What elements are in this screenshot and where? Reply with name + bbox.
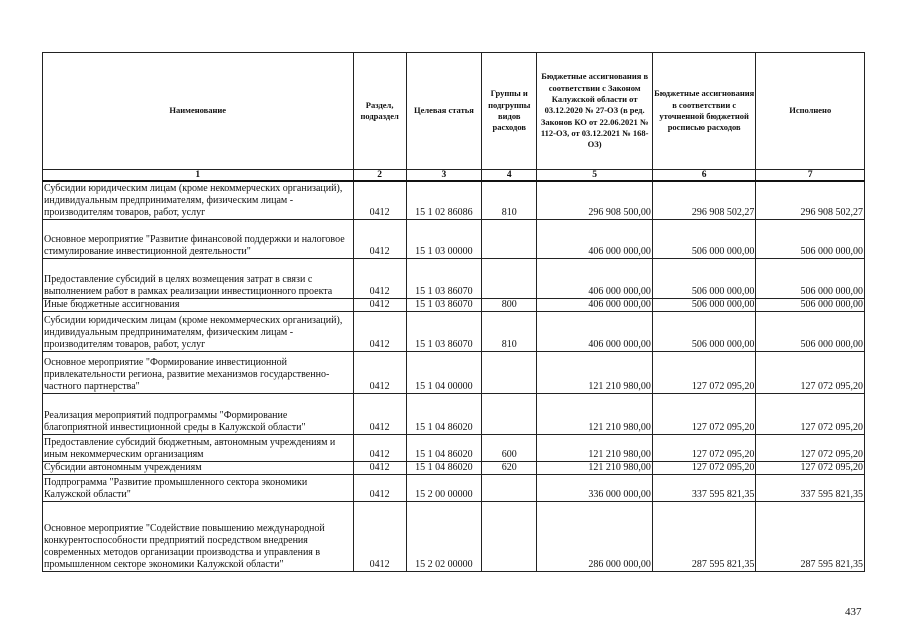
table-row: [43, 298, 865, 311]
header-law-allocations: Бюджетные ассигнования в соответствии с Законом Калужской области от 03.12.2020 № 27-ОЗ (в ред. Законов КО от 22.06.2021 № 112-ОЗ, от 03.12.2021 № 168-ОЗ): [537, 53, 653, 170]
row-target-article: 15 1 03 86070: [406, 298, 481, 311]
row-law-allocation: 406 000 000,00: [537, 219, 653, 258]
row-executed: 337 595 821,35: [756, 474, 865, 501]
row-section: 0412: [353, 258, 406, 298]
row-refined-allocation: 506 000 000,00: [652, 258, 756, 298]
column-number: 4: [482, 170, 537, 182]
row-name: Предоставление субсидий бюджетным, автономным учреждениям и иным некоммерческим организациям: [43, 434, 354, 461]
row-law-allocation: 121 210 980,00: [537, 461, 653, 474]
row-law-allocation: 406 000 000,00: [537, 258, 653, 298]
row-executed: 287 595 821,35: [756, 501, 865, 571]
table-row: [43, 393, 865, 434]
row-law-allocation: 406 000 000,00: [537, 311, 653, 351]
row-executed: 506 000 000,00: [756, 311, 865, 351]
row-name: Основное мероприятие "Формирование инвестиционной привлекательности региона, развитие механизмов государственно-частного партнерства": [43, 351, 354, 393]
row-name: Основное мероприятие "Развитие финансовой поддержки и налоговое стимулирование инвестиционной деятельности": [43, 219, 354, 258]
header-target-article: Целевая статья: [406, 53, 481, 170]
row-target-article: 15 2 02 00000: [406, 501, 481, 571]
row-law-allocation: 296 908 500,00: [537, 181, 653, 219]
row-executed: 127 072 095,20: [756, 393, 865, 434]
row-executed: 127 072 095,20: [756, 351, 865, 393]
table-row: [43, 219, 865, 258]
row-expense-group: [482, 351, 537, 393]
header-row: [43, 53, 865, 170]
row-target-article: 15 1 04 86020: [406, 434, 481, 461]
row-executed: 127 072 095,20: [756, 434, 865, 461]
budget-table: [42, 52, 865, 572]
row-law-allocation: 286 000 000,00: [537, 501, 653, 571]
column-number: 1: [43, 170, 354, 182]
row-target-article: 15 2 00 00000: [406, 474, 481, 501]
row-refined-allocation: 127 072 095,20: [652, 393, 756, 434]
table-row: [43, 311, 865, 351]
row-name: Иные бюджетные ассигнования: [43, 298, 354, 311]
row-refined-allocation: 506 000 000,00: [652, 298, 756, 311]
row-refined-allocation: 127 072 095,20: [652, 351, 756, 393]
row-law-allocation: 121 210 980,00: [537, 393, 653, 434]
row-refined-allocation: 506 000 000,00: [652, 219, 756, 258]
row-refined-allocation: 287 595 821,35: [652, 501, 756, 571]
row-section: 0412: [353, 461, 406, 474]
row-law-allocation: 121 210 980,00: [537, 351, 653, 393]
row-section: 0412: [353, 351, 406, 393]
table-row: [43, 351, 865, 393]
row-section: 0412: [353, 474, 406, 501]
column-number: 6: [652, 170, 756, 182]
row-expense-group: 600: [482, 434, 537, 461]
row-section: 0412: [353, 434, 406, 461]
row-executed: 506 000 000,00: [756, 219, 865, 258]
row-refined-allocation: 127 072 095,20: [652, 461, 756, 474]
page-number: 437: [845, 606, 862, 618]
table-row: [43, 181, 865, 219]
header-name: Наименование: [43, 53, 354, 170]
row-section: 0412: [353, 311, 406, 351]
row-target-article: 15 1 03 86070: [406, 311, 481, 351]
row-section: 0412: [353, 219, 406, 258]
row-executed: 506 000 000,00: [756, 298, 865, 311]
column-number-row: [43, 170, 865, 182]
row-expense-group: [482, 474, 537, 501]
row-expense-group: 620: [482, 461, 537, 474]
header-section: Раздел, подраздел: [353, 53, 406, 170]
column-number: 7: [756, 170, 865, 182]
row-refined-allocation: 127 072 095,20: [652, 434, 756, 461]
row-refined-allocation: 337 595 821,35: [652, 474, 756, 501]
row-target-article: 15 1 02 86086: [406, 181, 481, 219]
row-expense-group: [482, 258, 537, 298]
header-expense-groups: Группы и подгруппы видов расходов: [482, 53, 537, 170]
row-law-allocation: 336 000 000,00: [537, 474, 653, 501]
row-expense-group: 810: [482, 311, 537, 351]
row-name: Основное мероприятие "Содействие повышению международной конкурентоспособности предприятий посредством внедрения современных методов организации производства и управления в промышленном секторе экономики Калужской области": [43, 501, 354, 571]
row-expense-group: [482, 501, 537, 571]
row-expense-group: 810: [482, 181, 537, 219]
column-number: 2: [353, 170, 406, 182]
row-name: Субсидии автономным учреждениям: [43, 461, 354, 474]
row-target-article: 15 1 03 86070: [406, 258, 481, 298]
row-name: Предоставление субсидий в целях возмещения затрат в связи с выполнением работ в рамках реализации инвестиционного проекта: [43, 258, 354, 298]
row-section: 0412: [353, 181, 406, 219]
row-name: Подпрограмма "Развитие промышленного сектора экономики Калужской области": [43, 474, 354, 501]
table-row: [43, 258, 865, 298]
row-law-allocation: 406 000 000,00: [537, 298, 653, 311]
row-name: Реализация мероприятий подпрограммы "Формирование благоприятной инвестиционной среды в Калужской области": [43, 393, 354, 434]
row-refined-allocation: 296 908 502,27: [652, 181, 756, 219]
row-executed: 127 072 095,20: [756, 461, 865, 474]
row-target-article: 15 1 04 86020: [406, 461, 481, 474]
row-executed: 296 908 502,27: [756, 181, 865, 219]
column-number: 3: [406, 170, 481, 182]
row-section: 0412: [353, 501, 406, 571]
column-number: 5: [537, 170, 653, 182]
table-row: [43, 501, 865, 571]
row-law-allocation: 121 210 980,00: [537, 434, 653, 461]
row-section: 0412: [353, 298, 406, 311]
row-name: Субсидии юридическим лицам (кроме некоммерческих организаций), индивидуальным предпринимателям, физическим лицам - производителям товаров, работ, услуг: [43, 311, 354, 351]
row-expense-group: [482, 219, 537, 258]
table-row: [43, 434, 865, 461]
header-executed: Исполнено: [756, 53, 865, 170]
row-name: Субсидии юридическим лицам (кроме некоммерческих организаций), индивидуальным предпринимателям, физическим лицам - производителям товаров, работ, услуг: [43, 181, 354, 219]
header-refined-allocations: Бюджетные ассигнования в соответствии с уточненной бюджетной росписью расходов: [652, 53, 756, 170]
row-target-article: 15 1 04 00000: [406, 351, 481, 393]
table-row: [43, 461, 865, 474]
row-expense-group: [482, 393, 537, 434]
table-row: [43, 474, 865, 501]
row-executed: 506 000 000,00: [756, 258, 865, 298]
row-section: 0412: [353, 393, 406, 434]
row-refined-allocation: 506 000 000,00: [652, 311, 756, 351]
row-target-article: 15 1 04 86020: [406, 393, 481, 434]
row-expense-group: 800: [482, 298, 537, 311]
row-target-article: 15 1 03 00000: [406, 219, 481, 258]
